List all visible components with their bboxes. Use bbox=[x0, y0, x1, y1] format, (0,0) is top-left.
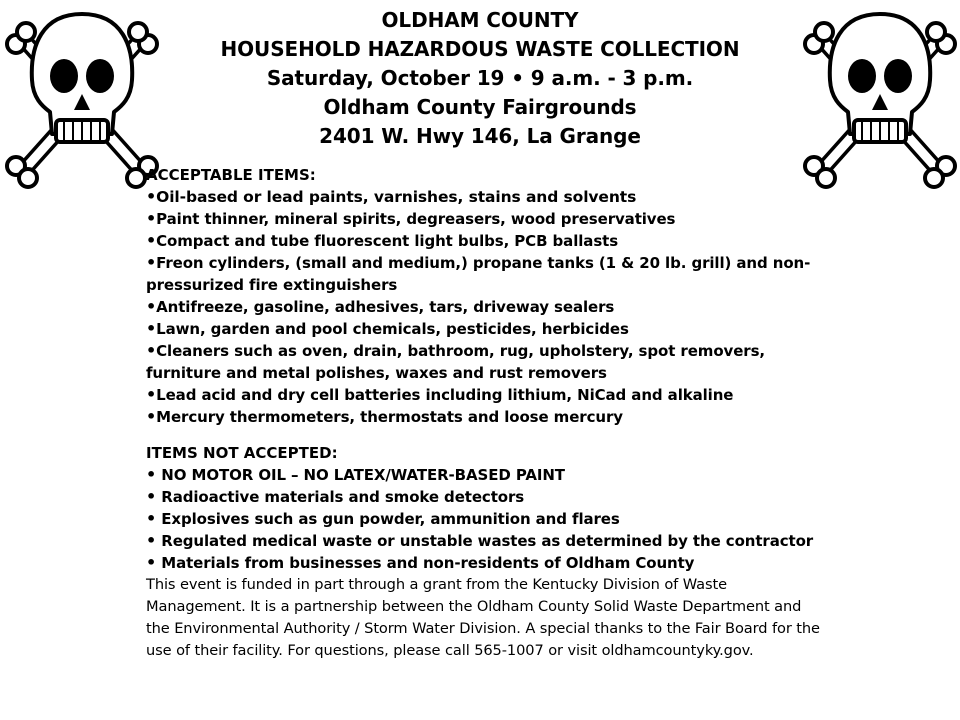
list-item: • Materials from businesses and non-residents of Oldham County bbox=[146, 553, 695, 572]
acceptable-list bbox=[146, 186, 826, 428]
event-header bbox=[150, 6, 810, 151]
header-date-time: Saturday, October 19 • 9 a.m. - 3 p.m. bbox=[266, 66, 694, 90]
header-address: 2401 W. Hwy 146, La Grange bbox=[319, 124, 641, 148]
list-item: •Freon cylinders, (small and medium,) propane tanks (1 & 20 lb. grill) and non-pressurized fire extinguishers bbox=[146, 253, 811, 294]
not-accepted-heading: ITEMS NOT ACCEPTED: bbox=[146, 444, 338, 462]
list-item: •Mercury thermometers, thermostats and loose mercury bbox=[146, 407, 623, 426]
list-item: •Antifreeze, gasoline, adhesives, tars, driveway sealers bbox=[146, 297, 615, 316]
list-item: •Paint thinner, mineral spirits, degreasers, wood preservatives bbox=[146, 209, 676, 228]
list-item: • NO MOTOR OIL – NO LATEX/WATER-BASED PAINT bbox=[146, 465, 565, 484]
list-item: •Compact and tube fluorescent light bulbs, PCB ballasts bbox=[146, 231, 619, 250]
header-title: HOUSEHOLD HAZARDOUS WASTE COLLECTION bbox=[220, 37, 740, 61]
header-venue: Oldham County Fairgrounds bbox=[323, 95, 637, 119]
skull-crossbones-icon bbox=[2, 2, 162, 192]
list-item: •Cleaners such as oven, drain, bathroom, rug, upholstery, spot removers, furniture and metal polishes, waxes and rust removers bbox=[146, 341, 766, 382]
acceptable-heading: ACCEPTABLE ITEMS: bbox=[146, 166, 316, 184]
funding-note: This event is funded in part through a grant from the Kentucky Division of Waste Management. It is a partnership between the Oldham County Solid Waste Department and the Environmental Authority / Storm Water Division. A special thanks to the Fair Board for the use of their facility. For questions, please call 565-1007 or visit oldhamcountyky.gov. bbox=[146, 576, 820, 659]
flyer-body bbox=[146, 160, 826, 662]
list-item: • Explosives such as gun powder, ammunition and flares bbox=[146, 509, 620, 528]
list-item: •Oil-based or lead paints, varnishes, stains and solvents bbox=[146, 187, 637, 206]
header-county: OLDHAM COUNTY bbox=[381, 8, 579, 32]
not-accepted-list bbox=[146, 464, 826, 574]
list-item: • Radioactive materials and smoke detectors bbox=[146, 487, 525, 506]
list-item: •Lawn, garden and pool chemicals, pesticides, herbicides bbox=[146, 319, 629, 338]
list-item: •Lead acid and dry cell batteries including lithium, NiCad and alkaline bbox=[146, 385, 734, 404]
list-item: • Regulated medical waste or unstable wastes as determined by the contractor bbox=[146, 531, 814, 550]
